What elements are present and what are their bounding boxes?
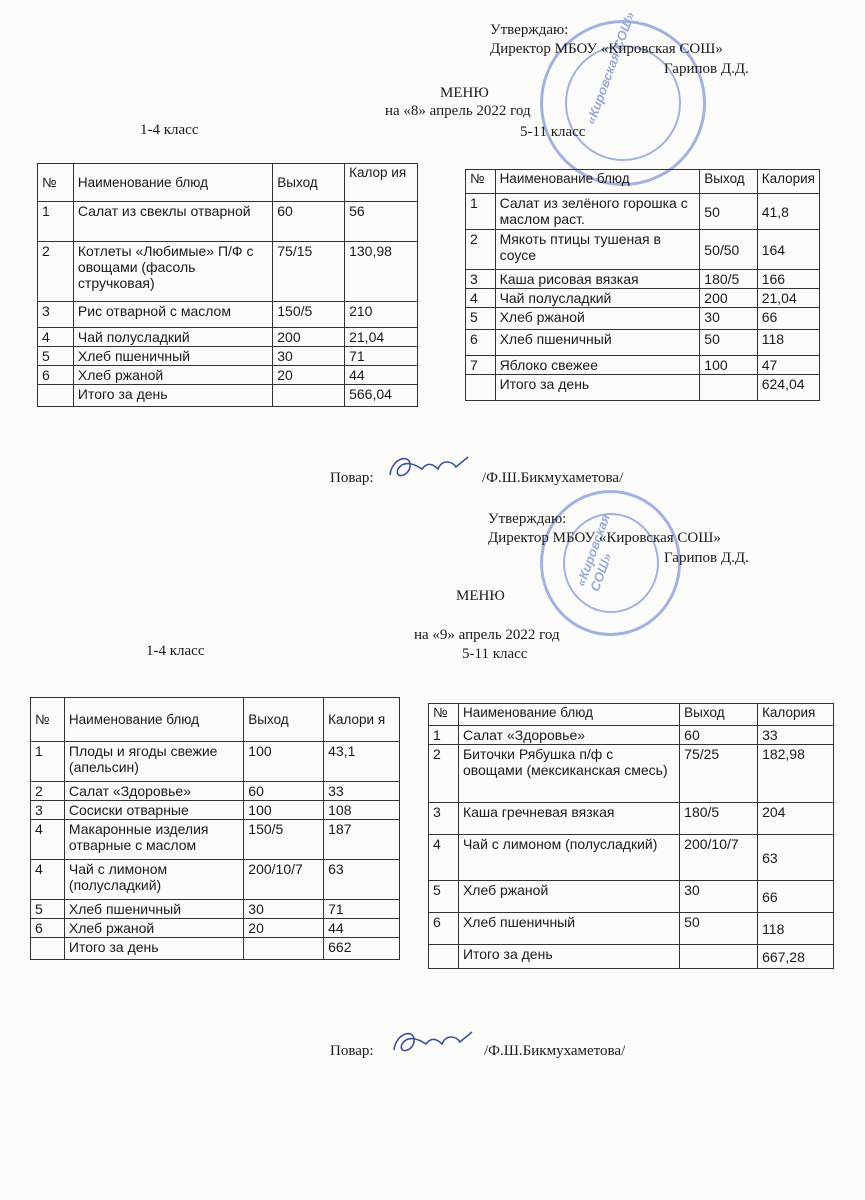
row-calories: 21,04 xyxy=(345,328,418,347)
table-row xyxy=(38,202,418,242)
row-number: 2 xyxy=(466,230,496,270)
row-yield: 50/50 xyxy=(700,230,757,270)
row-dish: Салат из свеклы отварной xyxy=(73,202,272,242)
total-value: 667,28 xyxy=(758,945,834,969)
total-label: Итого за день xyxy=(64,938,243,960)
row-dish: Хлеб пшеничный xyxy=(64,900,243,919)
table-header-row xyxy=(466,170,820,194)
approve-position: Директор МБОУ «Кировская СОШ» xyxy=(490,41,723,57)
row-yield: 30 xyxy=(244,900,324,919)
row-dish: Чай с лимоном (полусладкий) xyxy=(458,835,679,881)
row-number: 1 xyxy=(466,194,496,230)
table-row xyxy=(466,230,820,270)
cook-label: Повар: xyxy=(330,470,374,486)
total-value: 662 xyxy=(324,938,400,960)
row-yield: 100 xyxy=(244,742,324,782)
row-yield: 50 xyxy=(700,194,757,230)
row-dish: Хлеб пшеничный xyxy=(73,347,272,366)
approve-name: Гарипов Д.Д. xyxy=(664,61,749,77)
table-row xyxy=(38,242,418,302)
table-row xyxy=(466,289,820,308)
table-row xyxy=(466,194,820,230)
header-number: № xyxy=(31,698,65,742)
row-calories: 187 xyxy=(324,820,400,860)
row-yield: 60 xyxy=(244,782,324,801)
row-dish: Хлеб пшеничный xyxy=(495,330,700,356)
row-number: 2 xyxy=(429,745,459,803)
row-dish: Рис отварной с маслом xyxy=(73,302,272,328)
table-row xyxy=(429,745,834,803)
row-number: 7 xyxy=(466,356,496,375)
table-row xyxy=(38,347,418,366)
table-row xyxy=(466,330,820,356)
row-dish: Салат из зелёного горошка с маслом раст. xyxy=(495,194,700,230)
approve-name: Гарипов Д.Д. xyxy=(664,550,749,566)
row-calories: 108 xyxy=(324,801,400,820)
table-row xyxy=(31,742,400,782)
header-dish: Наименование блюд xyxy=(495,170,700,194)
row-dish: Чай полусладкий xyxy=(73,328,272,347)
row-yield: 180/5 xyxy=(700,270,757,289)
row-yield: 20 xyxy=(273,366,345,385)
header-number: № xyxy=(429,704,459,726)
row-number: 4 xyxy=(38,328,74,347)
menu-table-right xyxy=(465,169,820,401)
row-calories: 164 xyxy=(757,230,819,270)
header-dish: Наименование блюд xyxy=(64,698,243,742)
cook-signature-1 xyxy=(382,447,472,487)
row-dish: Яблоко свежее xyxy=(495,356,700,375)
row-yield: 60 xyxy=(273,202,345,242)
table-row xyxy=(31,900,400,919)
row-number: 5 xyxy=(38,347,74,366)
row-calories: 43,1 xyxy=(324,742,400,782)
row-calories: 71 xyxy=(345,347,418,366)
table-row xyxy=(466,270,820,289)
row-calories: 63 xyxy=(758,835,834,881)
table-row xyxy=(31,919,400,938)
school-stamp-2: «Кировская СОШ» xyxy=(540,490,681,636)
row-yield: 20 xyxy=(244,919,324,938)
header-dish: Наименование блюд xyxy=(73,164,272,202)
row-calories: 41,8 xyxy=(757,194,819,230)
row-yield: 30 xyxy=(700,308,757,330)
row-yield: 60 xyxy=(680,726,758,745)
row-dish: Каша рисовая вязкая xyxy=(495,270,700,289)
row-yield: 50 xyxy=(700,330,757,356)
menu-title: МЕНЮ xyxy=(456,588,505,604)
table-row xyxy=(429,803,834,835)
row-yield: 150/5 xyxy=(244,820,324,860)
row-yield: 180/5 xyxy=(680,803,758,835)
row-calories: 33 xyxy=(324,782,400,801)
row-calories: 47 xyxy=(757,356,819,375)
approve-label: Утверждаю: xyxy=(490,22,569,38)
header-calories: Калор ия xyxy=(345,164,418,202)
row-calories: 21,04 xyxy=(757,289,819,308)
menu-table-right xyxy=(428,703,834,969)
row-yield: 30 xyxy=(273,347,345,366)
row-dish: Мякоть птицы тушеная в соусе xyxy=(495,230,700,270)
row-calories: 66 xyxy=(758,881,834,913)
table-row xyxy=(31,860,400,900)
row-number: 3 xyxy=(466,270,496,289)
menu-table-left xyxy=(30,697,400,960)
row-dish: Биточки Рябушка п/ф с овощами (мексиканская смесь) xyxy=(458,745,679,803)
cook-name: /Ф.Ш.Бикмухаметова/ xyxy=(482,470,624,486)
row-calories: 204 xyxy=(758,803,834,835)
row-calories: 210 xyxy=(345,302,418,328)
menu-title: МЕНЮ xyxy=(440,85,489,101)
table-total-row xyxy=(31,938,400,960)
row-dish: Макаронные изделия отварные с маслом xyxy=(64,820,243,860)
table-row xyxy=(429,881,834,913)
row-dish: Чай полусладкий xyxy=(495,289,700,308)
table-row xyxy=(466,356,820,375)
row-dish: Салат «Здоровье» xyxy=(64,782,243,801)
table-row xyxy=(429,913,834,945)
row-number: 4 xyxy=(466,289,496,308)
row-number: 6 xyxy=(466,330,496,356)
row-calories: 66 xyxy=(757,308,819,330)
table-row xyxy=(429,726,834,745)
row-yield: 200 xyxy=(700,289,757,308)
row-calories: 130,98 xyxy=(345,242,418,302)
table-header-row xyxy=(38,164,418,202)
approve-label: Утверждаю: xyxy=(488,511,567,527)
row-number: 3 xyxy=(31,801,65,820)
row-number: 6 xyxy=(31,919,65,938)
row-calories: 118 xyxy=(758,913,834,945)
table-total-row xyxy=(429,945,834,969)
total-value: 566,04 xyxy=(345,385,418,407)
row-calories: 182,98 xyxy=(758,745,834,803)
total-label: Итого за день xyxy=(495,375,700,401)
row-dish: Чай с лимоном (полусладкий) xyxy=(64,860,243,900)
row-calories: 56 xyxy=(345,202,418,242)
header-yield: Выход xyxy=(273,164,345,202)
table-row xyxy=(38,366,418,385)
table-header-row xyxy=(31,698,400,742)
row-dish: Салат «Здоровье» xyxy=(458,726,679,745)
row-number: 5 xyxy=(31,900,65,919)
table-row xyxy=(38,328,418,347)
table-row xyxy=(466,308,820,330)
row-number: 5 xyxy=(429,881,459,913)
row-dish: Хлеб ржаной xyxy=(495,308,700,330)
row-number: 2 xyxy=(31,782,65,801)
total-label: Итого за день xyxy=(73,385,272,407)
header-number: № xyxy=(38,164,74,202)
row-number: 3 xyxy=(429,803,459,835)
header-calories: Калория xyxy=(758,704,834,726)
cook-name: /Ф.Ш.Бикмухаметова/ xyxy=(484,1043,626,1059)
row-calories: 71 xyxy=(324,900,400,919)
row-yield: 100 xyxy=(700,356,757,375)
cook-label: Повар: xyxy=(330,1043,374,1059)
row-number: 4 xyxy=(31,860,65,900)
table-row xyxy=(31,820,400,860)
row-number: 2 xyxy=(38,242,74,302)
class-label-right: 5-11 класс xyxy=(462,646,528,662)
row-yield: 100 xyxy=(244,801,324,820)
row-yield: 75/25 xyxy=(680,745,758,803)
row-dish: Плоды и ягоды свежие (апельсин) xyxy=(64,742,243,782)
header-number: № xyxy=(466,170,496,194)
row-number: 1 xyxy=(31,742,65,782)
row-calories: 63 xyxy=(324,860,400,900)
class-label-left: 1-4 класс xyxy=(140,122,199,138)
table-row xyxy=(31,782,400,801)
table-total-row xyxy=(38,385,418,407)
row-dish: Сосиски отварные xyxy=(64,801,243,820)
row-dish: Каша гречневая вязкая xyxy=(458,803,679,835)
header-calories: Калори я xyxy=(324,698,400,742)
row-calories: 118 xyxy=(757,330,819,356)
header-dish: Наименование блюд xyxy=(458,704,679,726)
row-dish: Хлеб ржаной xyxy=(458,881,679,913)
class-label-right: 5-11 класс xyxy=(520,124,586,140)
row-number: 1 xyxy=(38,202,74,242)
row-dish: Котлеты «Любимые» П/Ф с овощами (фасоль стручковая) xyxy=(73,242,272,302)
row-yield: 50 xyxy=(680,913,758,945)
menu-date: на «8» апрель 2022 год xyxy=(385,103,531,119)
row-yield: 200/10/7 xyxy=(680,835,758,881)
row-dish: Хлеб пшеничный xyxy=(458,913,679,945)
header-yield: Выход xyxy=(680,704,758,726)
menu-table-left xyxy=(37,163,418,407)
table-header-row xyxy=(429,704,834,726)
header-calories: Калория xyxy=(757,170,819,194)
approve-position: Директор МБОУ «Кировская СОШ» xyxy=(488,530,721,546)
table-row xyxy=(38,302,418,328)
row-number: 3 xyxy=(38,302,74,328)
table-total-row xyxy=(466,375,820,401)
row-number: 6 xyxy=(38,366,74,385)
row-yield: 75/15 xyxy=(273,242,345,302)
row-yield: 200/10/7 xyxy=(244,860,324,900)
row-number: 4 xyxy=(429,835,459,881)
row-calories: 33 xyxy=(758,726,834,745)
header-yield: Выход xyxy=(244,698,324,742)
row-calories: 44 xyxy=(345,366,418,385)
table-row xyxy=(429,835,834,881)
row-dish: Хлеб ржаной xyxy=(73,366,272,385)
row-dish: Хлеб ржаной xyxy=(64,919,243,938)
row-number: 1 xyxy=(429,726,459,745)
total-value: 624,04 xyxy=(757,375,819,401)
row-yield: 30 xyxy=(680,881,758,913)
cook-signature-2 xyxy=(386,1022,476,1062)
total-label: Итого за день xyxy=(458,945,679,969)
school-stamp-1: «Кировская СОШ» xyxy=(540,20,706,186)
row-yield: 150/5 xyxy=(273,302,345,328)
row-number: 4 xyxy=(31,820,65,860)
menu-date: на «9» апрель 2022 год xyxy=(414,627,560,643)
row-number: 6 xyxy=(429,913,459,945)
row-number: 5 xyxy=(466,308,496,330)
row-calories: 44 xyxy=(324,919,400,938)
row-yield: 200 xyxy=(273,328,345,347)
table-row xyxy=(31,801,400,820)
class-label-left: 1-4 класс xyxy=(146,643,205,659)
header-yield: Выход xyxy=(700,170,757,194)
row-calories: 166 xyxy=(757,270,819,289)
